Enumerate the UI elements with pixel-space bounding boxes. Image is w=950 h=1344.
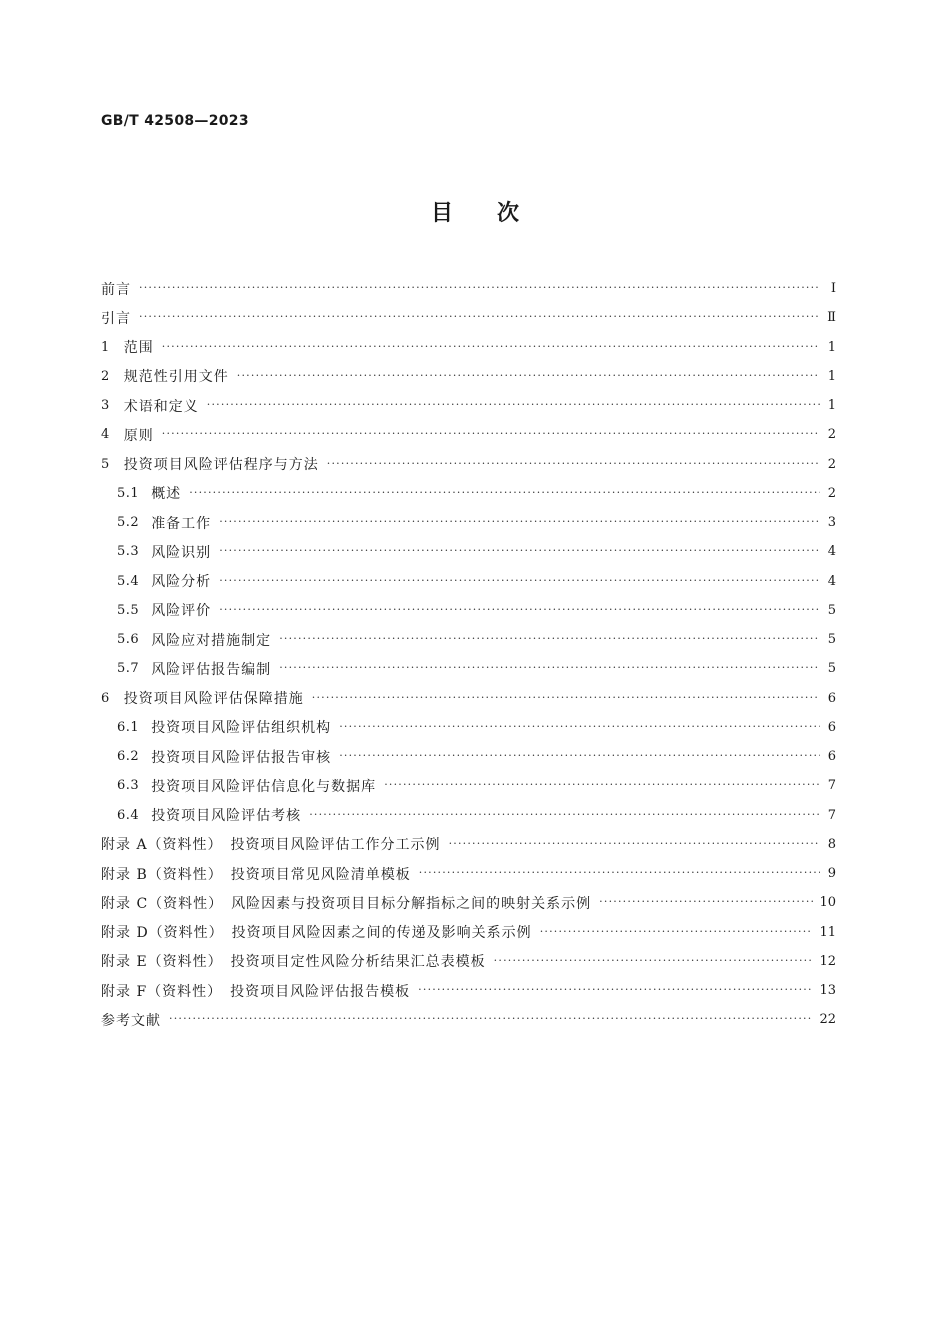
toc-entry[interactable] xyxy=(101,537,836,566)
dot-leader xyxy=(279,632,820,645)
toc-entry[interactable] xyxy=(101,1005,836,1034)
toc-entry-number: 3 xyxy=(101,398,110,414)
dot-leader xyxy=(312,691,820,704)
toc-entry-label: 投资项目风险评估组织机构 xyxy=(151,720,332,737)
toc-entry[interactable] xyxy=(101,713,836,742)
toc-entry-number: 6 xyxy=(101,690,110,706)
toc-entry-label: 风险评价 xyxy=(151,603,212,620)
toc-entry-label: 概述 xyxy=(151,486,182,503)
table-of-contents xyxy=(101,274,836,1035)
toc-entry-number: 6.1 xyxy=(117,719,140,735)
toc-entry-label: 附录 D（资料性） 投资项目风险因素之间的传递及影响关系示例 xyxy=(101,925,532,942)
toc-entry-label: 风险应对措施制定 xyxy=(151,632,272,649)
toc-entry-page-number: 9 xyxy=(827,866,836,882)
toc-entry-page-number: 6 xyxy=(827,690,836,706)
toc-entry-page-number: 22 xyxy=(819,1012,836,1028)
toc-entry-number: 5.2 xyxy=(117,515,140,531)
toc-entry[interactable] xyxy=(101,362,836,391)
toc-entry[interactable] xyxy=(101,567,836,596)
toc-entry-number: 4 xyxy=(101,427,110,443)
dot-leader xyxy=(169,1012,813,1025)
dot-leader xyxy=(207,398,820,411)
toc-entry[interactable] xyxy=(101,654,836,683)
dot-leader xyxy=(219,515,820,528)
toc-entry-page-number: 12 xyxy=(819,953,836,969)
toc-entry[interactable] xyxy=(101,830,836,859)
toc-entry[interactable] xyxy=(101,771,836,800)
toc-entry-page-number: 5 xyxy=(827,661,836,677)
dot-leader xyxy=(139,281,820,294)
dot-leader xyxy=(219,544,820,557)
toc-entry-page-number: 8 xyxy=(827,836,836,852)
dot-leader xyxy=(219,574,820,587)
dot-leader xyxy=(139,310,820,323)
toc-entry-number: 5 xyxy=(101,456,110,472)
toc-entry[interactable] xyxy=(101,742,836,771)
toc-entry-label: 附录 A（资料性） 投资项目风险评估工作分工示例 xyxy=(101,837,441,854)
toc-entry-page-number: 2 xyxy=(827,427,836,443)
dot-leader xyxy=(418,983,813,996)
toc-entry-label: 范围 xyxy=(123,340,154,357)
toc-entry-number: 1 xyxy=(101,339,110,355)
toc-entry-label: 引言 xyxy=(101,310,131,327)
toc-entry-label: 风险分析 xyxy=(151,574,212,591)
toc-entry-page-number: 11 xyxy=(819,924,836,940)
dot-leader xyxy=(327,457,820,470)
toc-entry-page-number: 7 xyxy=(827,807,836,823)
dot-leader xyxy=(339,720,820,733)
toc-entry-label: 前言 xyxy=(101,281,131,298)
toc-entry-number: 6.3 xyxy=(117,778,140,794)
toc-entry-label: 投资项目风险评估程序与方法 xyxy=(123,457,319,474)
dot-leader xyxy=(237,369,820,382)
dot-leader xyxy=(162,427,820,440)
toc-entry-label: 风险评估报告编制 xyxy=(151,661,272,678)
dot-leader xyxy=(162,340,820,353)
toc-entry[interactable] xyxy=(101,508,836,537)
toc-entry[interactable] xyxy=(101,596,836,625)
toc-entry-label: 参考文献 xyxy=(101,1012,161,1029)
toc-entry-page-number: 2 xyxy=(827,485,836,501)
toc-entry[interactable] xyxy=(101,450,836,479)
toc-entry-label: 准备工作 xyxy=(151,515,212,532)
dot-leader xyxy=(219,603,820,616)
toc-entry-page-number: 5 xyxy=(827,632,836,648)
toc-entry-number: 2 xyxy=(101,368,110,384)
dot-leader xyxy=(309,808,820,821)
toc-entry-label: 附录 B（资料性） 投资项目常见风险清单模板 xyxy=(101,866,411,883)
toc-entry[interactable] xyxy=(101,274,836,303)
toc-entry[interactable] xyxy=(101,479,836,508)
toc-entry-page-number: 6 xyxy=(827,719,836,735)
toc-entry-page-number: 2 xyxy=(827,456,836,472)
toc-entry-page-number: 7 xyxy=(827,778,836,794)
toc-entry-page-number: Ⅱ xyxy=(827,310,836,326)
toc-entry-number: 5.3 xyxy=(117,544,140,560)
toc-entry-page-number: 5 xyxy=(827,602,836,618)
toc-entry-page-number: 4 xyxy=(827,544,836,560)
toc-entry-number: 5.6 xyxy=(117,632,140,648)
toc-entry-label: 附录 E（资料性） 投资项目定性风险分析结果汇总表模板 xyxy=(101,954,486,971)
toc-entry-label: 风险识别 xyxy=(151,544,212,561)
toc-entry-page-number: Ⅰ xyxy=(830,281,836,297)
toc-entry[interactable] xyxy=(101,420,836,449)
toc-entry-number: 6.4 xyxy=(117,807,140,823)
toc-entry-label: 术语和定义 xyxy=(123,398,199,415)
toc-entry-label: 原则 xyxy=(123,427,154,444)
dot-leader xyxy=(339,749,820,762)
toc-entry-page-number: 4 xyxy=(827,573,836,589)
toc-entry-number: 6.2 xyxy=(117,749,140,765)
toc-entry[interactable] xyxy=(101,801,836,830)
toc-entry-label: 投资项目风险评估考核 xyxy=(151,808,302,825)
dot-leader xyxy=(419,866,820,879)
toc-entry-label: 投资项目风险评估信息化与数据库 xyxy=(151,778,377,795)
dot-leader xyxy=(599,895,813,908)
toc-entry-page-number: 6 xyxy=(827,749,836,765)
toc-entry-page-number: 1 xyxy=(827,368,836,384)
toc-entry[interactable] xyxy=(101,625,836,654)
dot-leader xyxy=(279,661,820,674)
toc-entry-number: 5.1 xyxy=(117,485,140,501)
toc-entry[interactable] xyxy=(101,947,836,976)
toc-entry-number: 5.7 xyxy=(117,661,140,677)
toc-entry-page-number: 10 xyxy=(819,895,836,911)
toc-entry[interactable] xyxy=(101,684,836,713)
toc-entry[interactable] xyxy=(101,888,836,917)
dot-leader xyxy=(449,837,820,850)
dot-leader xyxy=(189,486,820,499)
toc-entry-label: 投资项目风险评估保障措施 xyxy=(123,691,304,708)
toc-entry-number: 5.4 xyxy=(117,573,140,589)
toc-entry-label: 附录 C（资料性） 风险因素与投资项目目标分解指标之间的映射关系示例 xyxy=(101,895,592,912)
toc-entry[interactable] xyxy=(101,859,836,888)
dot-leader xyxy=(540,925,814,938)
toc-entry-page-number: 13 xyxy=(819,983,836,999)
standard-code: GB/T 42508—2023 xyxy=(101,113,249,129)
dot-leader xyxy=(494,954,814,967)
toc-entry[interactable] xyxy=(101,391,836,420)
toc-entry[interactable] xyxy=(101,333,836,362)
toc-entry[interactable] xyxy=(101,918,836,947)
toc-entry-page-number: 3 xyxy=(827,515,836,531)
toc-entry-label: 附录 F（资料性） 投资项目风险评估报告模板 xyxy=(101,983,411,1000)
toc-entry-page-number: 1 xyxy=(827,398,836,414)
toc-entry[interactable] xyxy=(101,976,836,1005)
toc-entry[interactable] xyxy=(101,303,836,332)
dot-leader xyxy=(384,778,820,791)
toc-entry-page-number: 1 xyxy=(827,339,836,355)
toc-entry-label: 规范性引用文件 xyxy=(123,369,229,386)
toc-entry-label: 投资项目风险评估报告审核 xyxy=(151,749,332,766)
toc-entry-number: 5.5 xyxy=(117,602,140,618)
page-title: 目次 xyxy=(430,201,563,226)
